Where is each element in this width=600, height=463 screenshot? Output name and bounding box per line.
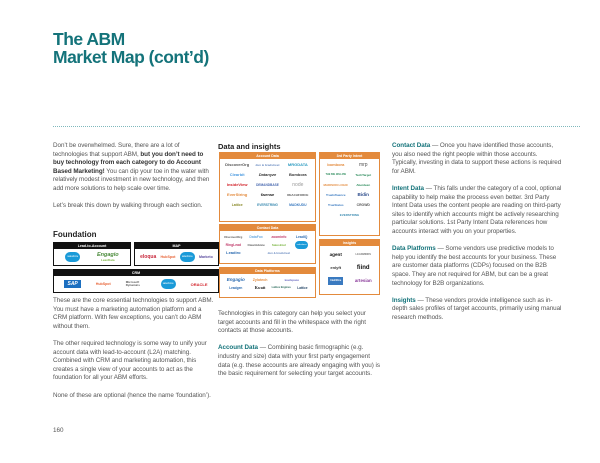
- mrgdata-logo: MRGDATA: [287, 162, 308, 167]
- section-header: Lead-to-Account: [54, 243, 130, 249]
- insights-paragraph: Insights — These vendors provide intelligence such as in-depth sales profiles of target accounts, primarily using manual research methods.: [392, 296, 562, 321]
- everstring-logo: EverString: [227, 192, 248, 197]
- 6sense-logo: 6sense: [260, 192, 275, 197]
- kwatt-logo: Kwatt: [254, 285, 266, 290]
- lattice-engines-logo: Lattice Engines: [271, 286, 291, 289]
- madison-logic-logo: MADISON LOGIC: [323, 183, 348, 187]
- salesforce-logo: salesforce: [161, 279, 176, 289]
- insideview-logo: InsideView: [226, 182, 248, 187]
- map-section-insights: [319, 239, 380, 295]
- clearadvice-logo: ClearAdvice: [247, 243, 265, 247]
- section-header: Account Data: [220, 153, 315, 159]
- contact-data-paragraph: Contact Data — Once you have identified those accounts, you also need the right people within those accounts. Typically, investing in data to support these actions is required for ABM.: [392, 142, 562, 175]
- aberdeen-logo: Aberdeen: [356, 183, 371, 187]
- truestatus-logo: TrueStatus: [327, 203, 344, 207]
- engagio-logo: Engagio: [226, 277, 245, 282]
- fiind-logo: fiind: [356, 265, 370, 271]
- everstring-logo: EVERSTRING: [257, 203, 278, 207]
- mrp-logo: mrp: [358, 162, 368, 168]
- map-section-account-data: [219, 152, 316, 222]
- section-header: Contact Data: [220, 225, 315, 231]
- zoominfo-logo: zoominfo: [271, 235, 287, 239]
- title-line-2: Market Map (cont’d): [53, 47, 209, 67]
- map-section-contact-data: [219, 224, 316, 264]
- salesforce-logo: salesforce: [180, 252, 195, 262]
- dnb-logo: dun & bradstreet: [267, 251, 291, 255]
- salesforce-logo: salesforce: [295, 241, 308, 249]
- intro-paragraph-2: Let’s break this down by walking through each section.: [53, 202, 203, 210]
- map-section-crm: [53, 269, 219, 293]
- foundation-paragraph-1: These are the core essential technologies to support ABM. You must have a marketing automation platform and a CRM platform. With few exceptions, you can’t do ABM without them.: [53, 297, 214, 330]
- data-platforms-paragraph: Data Platforms — Some vendors use predictive models to help you identify the best accounts for your business. These are customer data platforms (CDPs) focused on the B2B space. They are not required for ABM, but can be a great technology for B2B organizations.: [392, 245, 557, 287]
- section-header: CRM: [54, 270, 218, 276]
- intro-paragraph-1: Don’t be overwhelmed. Sure, there are a lot of technologies that support ABM, but you don’t need to buy technology from each category to do Account Based Marketing! You can dip your toe in the water with relatively modest investment in new technology, and then add more solutions to help scale over time.: [53, 142, 210, 192]
- microsoft-dynamics-logo: Microsoft Dynamics: [125, 279, 140, 287]
- foundation-map: [53, 242, 219, 294]
- demandbase-logo: DEMANDBASE: [256, 183, 279, 187]
- page-title: [53, 30, 209, 66]
- agent-logo: agent: [329, 252, 342, 257]
- foundation-paragraph-2: The other required technology is some way to unify your account data with lead-to-account (L2A) matching. Combined with CRM and marketing automation, this creates a single view of your accounts to act as the foundation for all your ABM efforts.: [53, 339, 207, 382]
- data-insights-paragraph-1: Technologies in this category can help you select your target accounts and fill in the whitespace with the right contacts at those accounts.: [218, 310, 367, 335]
- sap-logo: SAP: [64, 280, 80, 288]
- eloqua-logo: eloqua: [140, 254, 157, 260]
- leandata-logo: LeanData: [101, 258, 115, 262]
- madkudu-logo: MADKUDU: [289, 203, 307, 207]
- big-willow-logo: THE BIG WILLOW: [325, 173, 346, 176]
- leadgen-logo: Leadgen: [229, 286, 243, 290]
- account-data-label: Account Data: [218, 344, 258, 352]
- marketo-logo: Marketo: [199, 255, 213, 259]
- map-section-3rd-party-intent: [319, 152, 380, 236]
- intro-emphasis: but you don’t need to buy technology from each category to do Account Based Marketing!: [53, 150, 204, 175]
- section-header: Data Platforms: [220, 268, 315, 274]
- node-logo: node: [292, 182, 304, 188]
- ringlead-logo: RingLead: [225, 243, 242, 247]
- engagio-logo: Engagio: [96, 252, 119, 258]
- intent-data-label: Intent Data: [392, 184, 424, 192]
- discoverorg-logo: DiscoverOrg: [224, 235, 243, 239]
- data-insights-heading: Data and insights: [218, 142, 281, 151]
- enlyft-logo: enlyft: [330, 265, 342, 270]
- bombora-logo: Bombora: [289, 172, 307, 177]
- leadspace-logo: leadspace: [284, 278, 300, 282]
- definitions-column: [392, 142, 562, 331]
- data-platforms-label: Data Platforms: [392, 245, 436, 253]
- crowd-logo: CROWD: [356, 203, 370, 207]
- lattice-logo: Lattice: [231, 203, 243, 207]
- bombora-logo: bombora: [327, 162, 345, 167]
- intent-data-paragraph: Intent Data — This falls under the category of a cool, optional capability to help make the process even better. 3rd Party Intent Data uses the content people are reading on third-party sites to identify which accounts might be actively researching particular solutions. 1st Party Intent Data references how accounts interact with you on your properties.: [392, 184, 562, 235]
- data-insights-text: [218, 310, 380, 387]
- intellione-logo: IntelliOne: [328, 277, 343, 285]
- oracle-logo: ORACLE: [190, 281, 208, 287]
- artesian-logo: artesian: [354, 278, 372, 283]
- map-section-map: [134, 242, 219, 266]
- title-line-1: The ABM: [53, 29, 125, 49]
- account-data-paragraph: Account Data — Combining basic firmographic (e.g. industry and size) data with your first party engagement data (e.g. these accounts are already engaging with you) is the basic requirement for selecting your target accounts.: [218, 344, 380, 378]
- hubspot-logo: HubSpot: [160, 255, 176, 259]
- foundation-paragraph-3: None of these are optional (hence the name ‘foundation’).: [53, 391, 211, 399]
- insights-label: Insights: [392, 296, 416, 304]
- section-header: Insights: [320, 240, 379, 246]
- contact-data-label: Contact Data: [392, 142, 431, 149]
- intro-column: [53, 142, 215, 219]
- datanyze-logo: Datanyze: [258, 172, 277, 177]
- data-insights-map: [219, 152, 380, 298]
- reachforce-logo: REACHFORCE: [287, 193, 309, 197]
- leadiro-logo: Leadiro: [226, 250, 241, 255]
- section-header: 3rd Party Intent: [320, 153, 379, 159]
- dotted-divider: [53, 126, 580, 127]
- map-section-data-platforms: [219, 267, 316, 298]
- dnb-logo: dun & bradstreet: [255, 163, 280, 167]
- salesforce-logo: salesforce: [65, 252, 80, 262]
- map-section-lead-to-account: [53, 242, 131, 266]
- lattice-logo: Lattice: [297, 286, 308, 290]
- hubspot-logo: HubSpot: [95, 282, 111, 286]
- techtarget-logo: TechTarget: [355, 173, 372, 177]
- clearbit-logo: Clearbit: [229, 172, 245, 177]
- foundation-heading: Foundation: [53, 230, 97, 239]
- discoverorg-logo: DiscoverOrg: [225, 162, 250, 167]
- section-header: MAP: [135, 243, 218, 249]
- trueinfluence-logo: TrueInfluence: [325, 193, 346, 197]
- zylotech-logo: Zylotech: [252, 278, 268, 282]
- page-number: 160: [53, 427, 64, 434]
- leadiq-logo: LeadIQ: [295, 235, 308, 239]
- datafox-logo: DataFox: [249, 235, 263, 239]
- everstring-logo: EVERSTRING: [339, 213, 360, 217]
- leadminds-logo: LEADMINDS: [355, 253, 371, 256]
- foundation-text: [53, 297, 215, 409]
- bidin-logo: Bidin: [357, 192, 369, 197]
- salesintel-logo: SalesIntel: [271, 243, 286, 247]
